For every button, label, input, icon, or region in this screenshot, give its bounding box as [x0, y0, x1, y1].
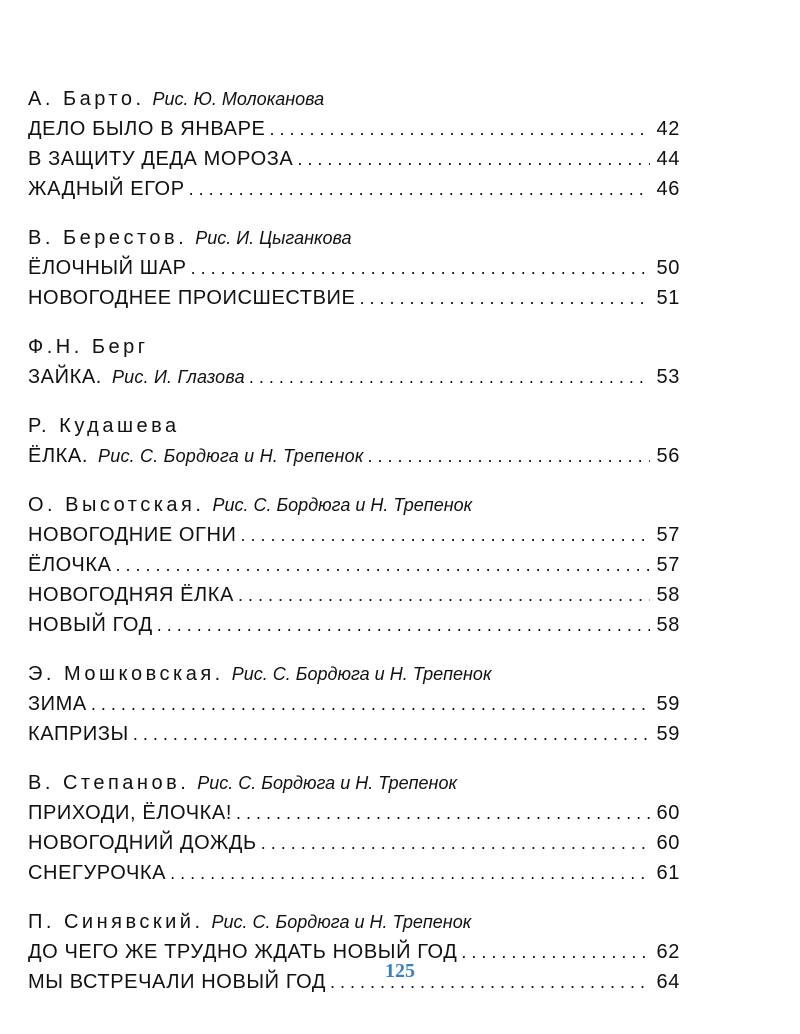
toc-entry[interactable]	[28, 362, 680, 392]
entry-title-group	[28, 144, 293, 174]
entry-title: ДО ЧЕГО ЖЕ ТРУДНО ЖДАТЬ НОВЫЙ ГОД	[28, 941, 458, 963]
entry-title: НОВОГОДНЕЕ ПРОИСШЕСТВИЕ	[28, 287, 356, 309]
entry-title-group	[28, 610, 153, 640]
dot-leader	[297, 144, 650, 174]
author-line	[28, 659, 680, 689]
entry-title-group	[28, 858, 166, 888]
toc-entry[interactable]	[28, 798, 680, 828]
entry-illustrator: Рис. С. Бордюга и Н. Трепенок	[98, 446, 364, 466]
toc-entry[interactable]	[28, 689, 680, 719]
entry-page-number: 60	[656, 832, 680, 854]
illustrator-credit: Рис. И. Цыганкова	[195, 228, 352, 248]
entry-page-number: 57	[656, 524, 680, 546]
author-line	[28, 490, 680, 520]
entry-title-group	[28, 114, 265, 144]
toc-entry[interactable]	[28, 580, 680, 610]
dot-leader	[191, 253, 650, 283]
dot-leader	[189, 174, 650, 204]
toc-section	[28, 768, 680, 888]
entry-title: ЖАДНЫЙ ЕГОР	[28, 178, 185, 200]
toc-entry[interactable]	[28, 144, 680, 174]
entry-page-number: 59	[656, 723, 680, 745]
entry-title-group	[28, 174, 185, 204]
author-name: Р. Кудашева	[28, 415, 180, 437]
author-name: П. Синявский.	[28, 911, 204, 933]
author-name: Ф.Н. Берг	[28, 336, 149, 358]
toc-entry[interactable]	[28, 550, 680, 580]
dot-leader	[91, 689, 650, 719]
toc-section	[28, 223, 680, 313]
illustrator-credit: Рис. С. Бордюга и Н. Трепенок	[231, 664, 492, 684]
toc-section	[28, 490, 680, 640]
entry-title: ЁЛКА.	[28, 445, 89, 467]
entry-title: ЁЛОЧНЫЙ ШАР	[28, 257, 187, 279]
toc-entry[interactable]	[28, 114, 680, 144]
entry-page-number: 42	[656, 118, 680, 140]
toc-entry[interactable]	[28, 610, 680, 640]
illustrator-credit: Рис. С. Бордюга и Н. Трепенок	[197, 773, 457, 793]
entry-page-number: 61	[656, 862, 680, 884]
dot-leader	[236, 798, 650, 828]
dot-leader	[157, 610, 650, 640]
dot-leader	[241, 520, 650, 550]
dot-leader	[249, 362, 650, 392]
author-name: Э. Мошковская.	[28, 663, 224, 685]
entry-page-number: 59	[656, 693, 680, 715]
entry-title-group	[28, 441, 364, 471]
entry-title: СНЕГУРОЧКА	[28, 862, 167, 884]
entry-page-number: 56	[656, 445, 680, 467]
dot-leader	[359, 283, 650, 313]
illustrator-credit: Рис. С. Бордюга и Н. Трепенок	[211, 912, 472, 932]
toc-section	[28, 659, 680, 749]
entry-title: ЗАЙКА.	[28, 366, 102, 388]
illustrator-credit: Рис. Ю. Молоканова	[152, 89, 325, 109]
dot-leader	[116, 550, 650, 580]
entry-title: ЗИМА	[28, 693, 87, 715]
author-line	[28, 411, 680, 441]
entry-title-group	[28, 580, 234, 610]
entry-title: НОВОГОДНЯЯ ЁЛКА	[28, 584, 234, 606]
author-line	[28, 768, 680, 798]
entry-title: ДЕЛО БЫЛО В ЯНВАРЕ	[28, 118, 266, 140]
entry-page-number: 50	[656, 257, 680, 279]
entry-title-group	[28, 828, 257, 858]
entry-title: МЫ ВСТРЕЧАЛИ НОВЫЙ ГОД	[28, 971, 326, 993]
entry-title-group	[28, 798, 232, 828]
dot-leader	[368, 441, 650, 471]
entry-title-group	[28, 362, 245, 392]
toc-section	[28, 411, 680, 471]
toc-entry[interactable]	[28, 441, 680, 471]
table-of-contents	[28, 84, 680, 997]
entry-page-number: 46	[656, 178, 680, 200]
entry-title-group	[28, 283, 355, 313]
entry-title: КАПРИЗЫ	[28, 723, 129, 745]
entry-title: В ЗАЩИТУ ДЕДА МОРОЗА	[28, 148, 294, 170]
toc-entry[interactable]	[28, 174, 680, 204]
entry-title-group	[28, 253, 187, 283]
toc-section	[28, 332, 680, 392]
dot-leader	[238, 580, 650, 610]
author-name: В. Берестов.	[28, 227, 188, 249]
entry-page-number: 64	[656, 971, 680, 993]
entry-title-group	[28, 689, 87, 719]
entry-title: НОВЫЙ ГОД	[28, 614, 153, 636]
toc-section	[28, 84, 680, 204]
entry-page-number: 62	[656, 941, 680, 963]
entry-page-number: 60	[656, 802, 680, 824]
author-name: А. Барто.	[28, 88, 145, 110]
entry-title-group	[28, 550, 112, 580]
entry-illustrator: Рис. И. Глазова	[111, 367, 245, 387]
page-number: 125	[385, 960, 415, 982]
toc-entry[interactable]	[28, 719, 680, 749]
toc-entry[interactable]	[28, 520, 680, 550]
dot-leader	[170, 858, 650, 888]
author-line	[28, 223, 680, 253]
author-name: В. Степанов.	[28, 772, 190, 794]
entry-page-number: 44	[656, 148, 680, 170]
entry-page-number: 53	[656, 366, 680, 388]
author-line	[28, 84, 680, 114]
author-line	[28, 332, 680, 362]
toc-section	[28, 907, 680, 997]
entry-page-number: 51	[656, 287, 680, 309]
entry-title-group	[28, 719, 129, 749]
author-line	[28, 907, 680, 937]
toc-entry[interactable]	[28, 858, 680, 888]
entry-title: ПРИХОДИ, ЁЛОЧКА!	[28, 802, 232, 824]
entry-title: НОВОГОДНИЕ ОГНИ	[28, 524, 237, 546]
entry-page-number: 58	[656, 584, 680, 606]
dot-leader	[261, 828, 650, 858]
dot-leader	[269, 114, 650, 144]
entry-title: НОВОГОДНИЙ ДОЖДЬ	[28, 832, 257, 854]
dot-leader	[133, 719, 650, 749]
entry-page-number: 57	[656, 554, 680, 576]
entry-page-number: 58	[656, 614, 680, 636]
entry-title: ЁЛОЧКА	[28, 554, 112, 576]
author-name: О. Высотская.	[28, 494, 205, 516]
entry-title-group	[28, 520, 237, 550]
toc-entry[interactable]	[28, 253, 680, 283]
illustrator-credit: Рис. С. Бордюга и Н. Трепенок	[212, 495, 473, 515]
toc-entry[interactable]	[28, 828, 680, 858]
toc-entry[interactable]	[28, 283, 680, 313]
